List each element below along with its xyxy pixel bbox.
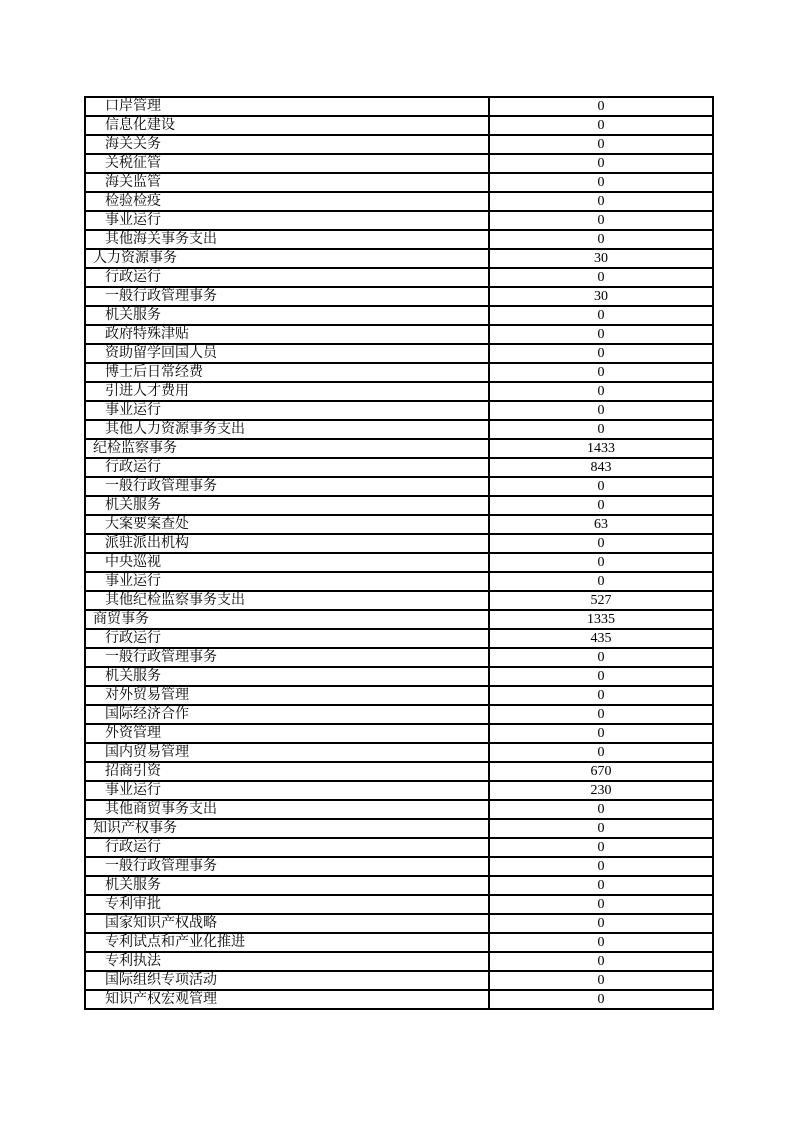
table-row [85,724,713,743]
item-value: 0 [489,553,713,572]
table-row [85,116,713,135]
table-row [85,401,713,420]
item-value: 0 [489,724,713,743]
table-row [85,686,713,705]
item-label: 资助留学回国人员 [85,344,489,363]
item-label: 招商引资 [85,762,489,781]
item-value: 0 [489,401,713,420]
table-row [85,648,713,667]
table-row [85,420,713,439]
item-value: 0 [489,876,713,895]
table-row [85,990,713,1009]
table-row [85,857,713,876]
item-value: 0 [489,667,713,686]
table-row [85,325,713,344]
table-row [85,895,713,914]
item-label: 一般行政管理事务 [85,648,489,667]
table-row [85,933,713,952]
table-row [85,268,713,287]
table-row [85,971,713,990]
table-row [85,135,713,154]
item-value: 0 [489,838,713,857]
item-value: 0 [489,743,713,762]
table-row [85,363,713,382]
item-value: 0 [489,572,713,591]
item-label: 其他人力资源事务支出 [85,420,489,439]
table-row [85,591,713,610]
item-value: 0 [489,496,713,515]
item-value: 0 [489,97,713,116]
budget-table [84,96,714,1010]
item-value: 0 [489,952,713,971]
item-label: 引进人才费用 [85,382,489,401]
item-label: 对外贸易管理 [85,686,489,705]
item-label: 海关关务 [85,135,489,154]
item-value: 0 [489,971,713,990]
table-row [85,914,713,933]
item-value: 0 [489,192,713,211]
item-value: 0 [489,344,713,363]
item-label: 博士后日常经费 [85,363,489,382]
item-value: 0 [489,857,713,876]
table-row [85,154,713,173]
item-value: 0 [489,325,713,344]
table-row [85,496,713,515]
item-label: 专利执法 [85,952,489,971]
item-label: 事业运行 [85,401,489,420]
table-row [85,344,713,363]
item-value: 0 [489,363,713,382]
item-value: 0 [489,933,713,952]
item-label: 政府特殊津贴 [85,325,489,344]
item-value: 527 [489,591,713,610]
item-value: 0 [489,705,713,724]
item-value: 0 [489,382,713,401]
item-value: 0 [489,230,713,249]
item-label: 国际组织专项活动 [85,971,489,990]
budget-table-body [85,97,713,1009]
table-row [85,705,713,724]
table-row [85,762,713,781]
table-row [85,572,713,591]
item-label: 中央巡视 [85,553,489,572]
item-label: 国际经济合作 [85,705,489,724]
item-value: 435 [489,629,713,648]
table-row [85,458,713,477]
item-label: 机关服务 [85,876,489,895]
item-value: 0 [489,895,713,914]
table-row [85,477,713,496]
item-label: 知识产权宏观管理 [85,990,489,1009]
item-value: 63 [489,515,713,534]
table-row [85,781,713,800]
item-label: 一般行政管理事务 [85,287,489,306]
item-label: 专利试点和产业化推进 [85,933,489,952]
item-label: 信息化建设 [85,116,489,135]
table-row [85,534,713,553]
item-label: 事业运行 [85,781,489,800]
item-value: 1433 [489,439,713,458]
item-label: 海关监管 [85,173,489,192]
item-label: 一般行政管理事务 [85,857,489,876]
table-row [85,800,713,819]
item-value: 0 [489,211,713,230]
table-row [85,553,713,572]
item-label: 派驻派出机构 [85,534,489,553]
item-label: 一般行政管理事务 [85,477,489,496]
item-label: 其他商贸事务支出 [85,800,489,819]
table-row [85,230,713,249]
table-row [85,838,713,857]
table-row [85,952,713,971]
item-label: 行政运行 [85,458,489,477]
item-label: 知识产权事务 [85,819,489,838]
item-label: 其他纪检监察事务支出 [85,591,489,610]
item-value: 843 [489,458,713,477]
item-label: 行政运行 [85,629,489,648]
table-row [85,192,713,211]
table-row [85,515,713,534]
table-row [85,743,713,762]
item-label: 事业运行 [85,572,489,591]
item-label: 国内贸易管理 [85,743,489,762]
item-label: 事业运行 [85,211,489,230]
item-value: 0 [489,135,713,154]
item-label: 外资管理 [85,724,489,743]
item-value: 0 [489,477,713,496]
item-label: 口岸管理 [85,97,489,116]
item-value: 0 [489,420,713,439]
table-row [85,287,713,306]
item-label: 行政运行 [85,268,489,287]
item-label: 机关服务 [85,667,489,686]
item-value: 0 [489,990,713,1009]
item-label: 关税征管 [85,154,489,173]
item-value: 670 [489,762,713,781]
item-value: 30 [489,287,713,306]
item-value: 0 [489,819,713,838]
item-value: 0 [489,686,713,705]
item-label: 其他海关事务支出 [85,230,489,249]
item-label: 机关服务 [85,306,489,325]
item-label: 检验检疫 [85,192,489,211]
item-label: 国家知识产权战略 [85,914,489,933]
item-value: 0 [489,268,713,287]
item-label: 行政运行 [85,838,489,857]
table-row [85,249,713,268]
item-value: 230 [489,781,713,800]
table-row [85,610,713,629]
table-row [85,306,713,325]
table-row [85,173,713,192]
table-row [85,382,713,401]
item-label: 商贸事务 [85,610,489,629]
table-row [85,876,713,895]
table-row [85,211,713,230]
item-value: 0 [489,534,713,553]
item-value: 0 [489,306,713,325]
item-value: 0 [489,914,713,933]
item-value: 0 [489,116,713,135]
item-label: 大案要案查处 [85,515,489,534]
table-row [85,819,713,838]
item-value: 0 [489,173,713,192]
item-value: 0 [489,648,713,667]
table-row [85,439,713,458]
item-label: 人力资源事务 [85,249,489,268]
item-value: 30 [489,249,713,268]
table-row [85,97,713,116]
item-label: 机关服务 [85,496,489,515]
table-row [85,629,713,648]
item-value: 1335 [489,610,713,629]
item-value: 0 [489,154,713,173]
item-value: 0 [489,800,713,819]
table-row [85,667,713,686]
item-label: 专利审批 [85,895,489,914]
item-label: 纪检监察事务 [85,439,489,458]
